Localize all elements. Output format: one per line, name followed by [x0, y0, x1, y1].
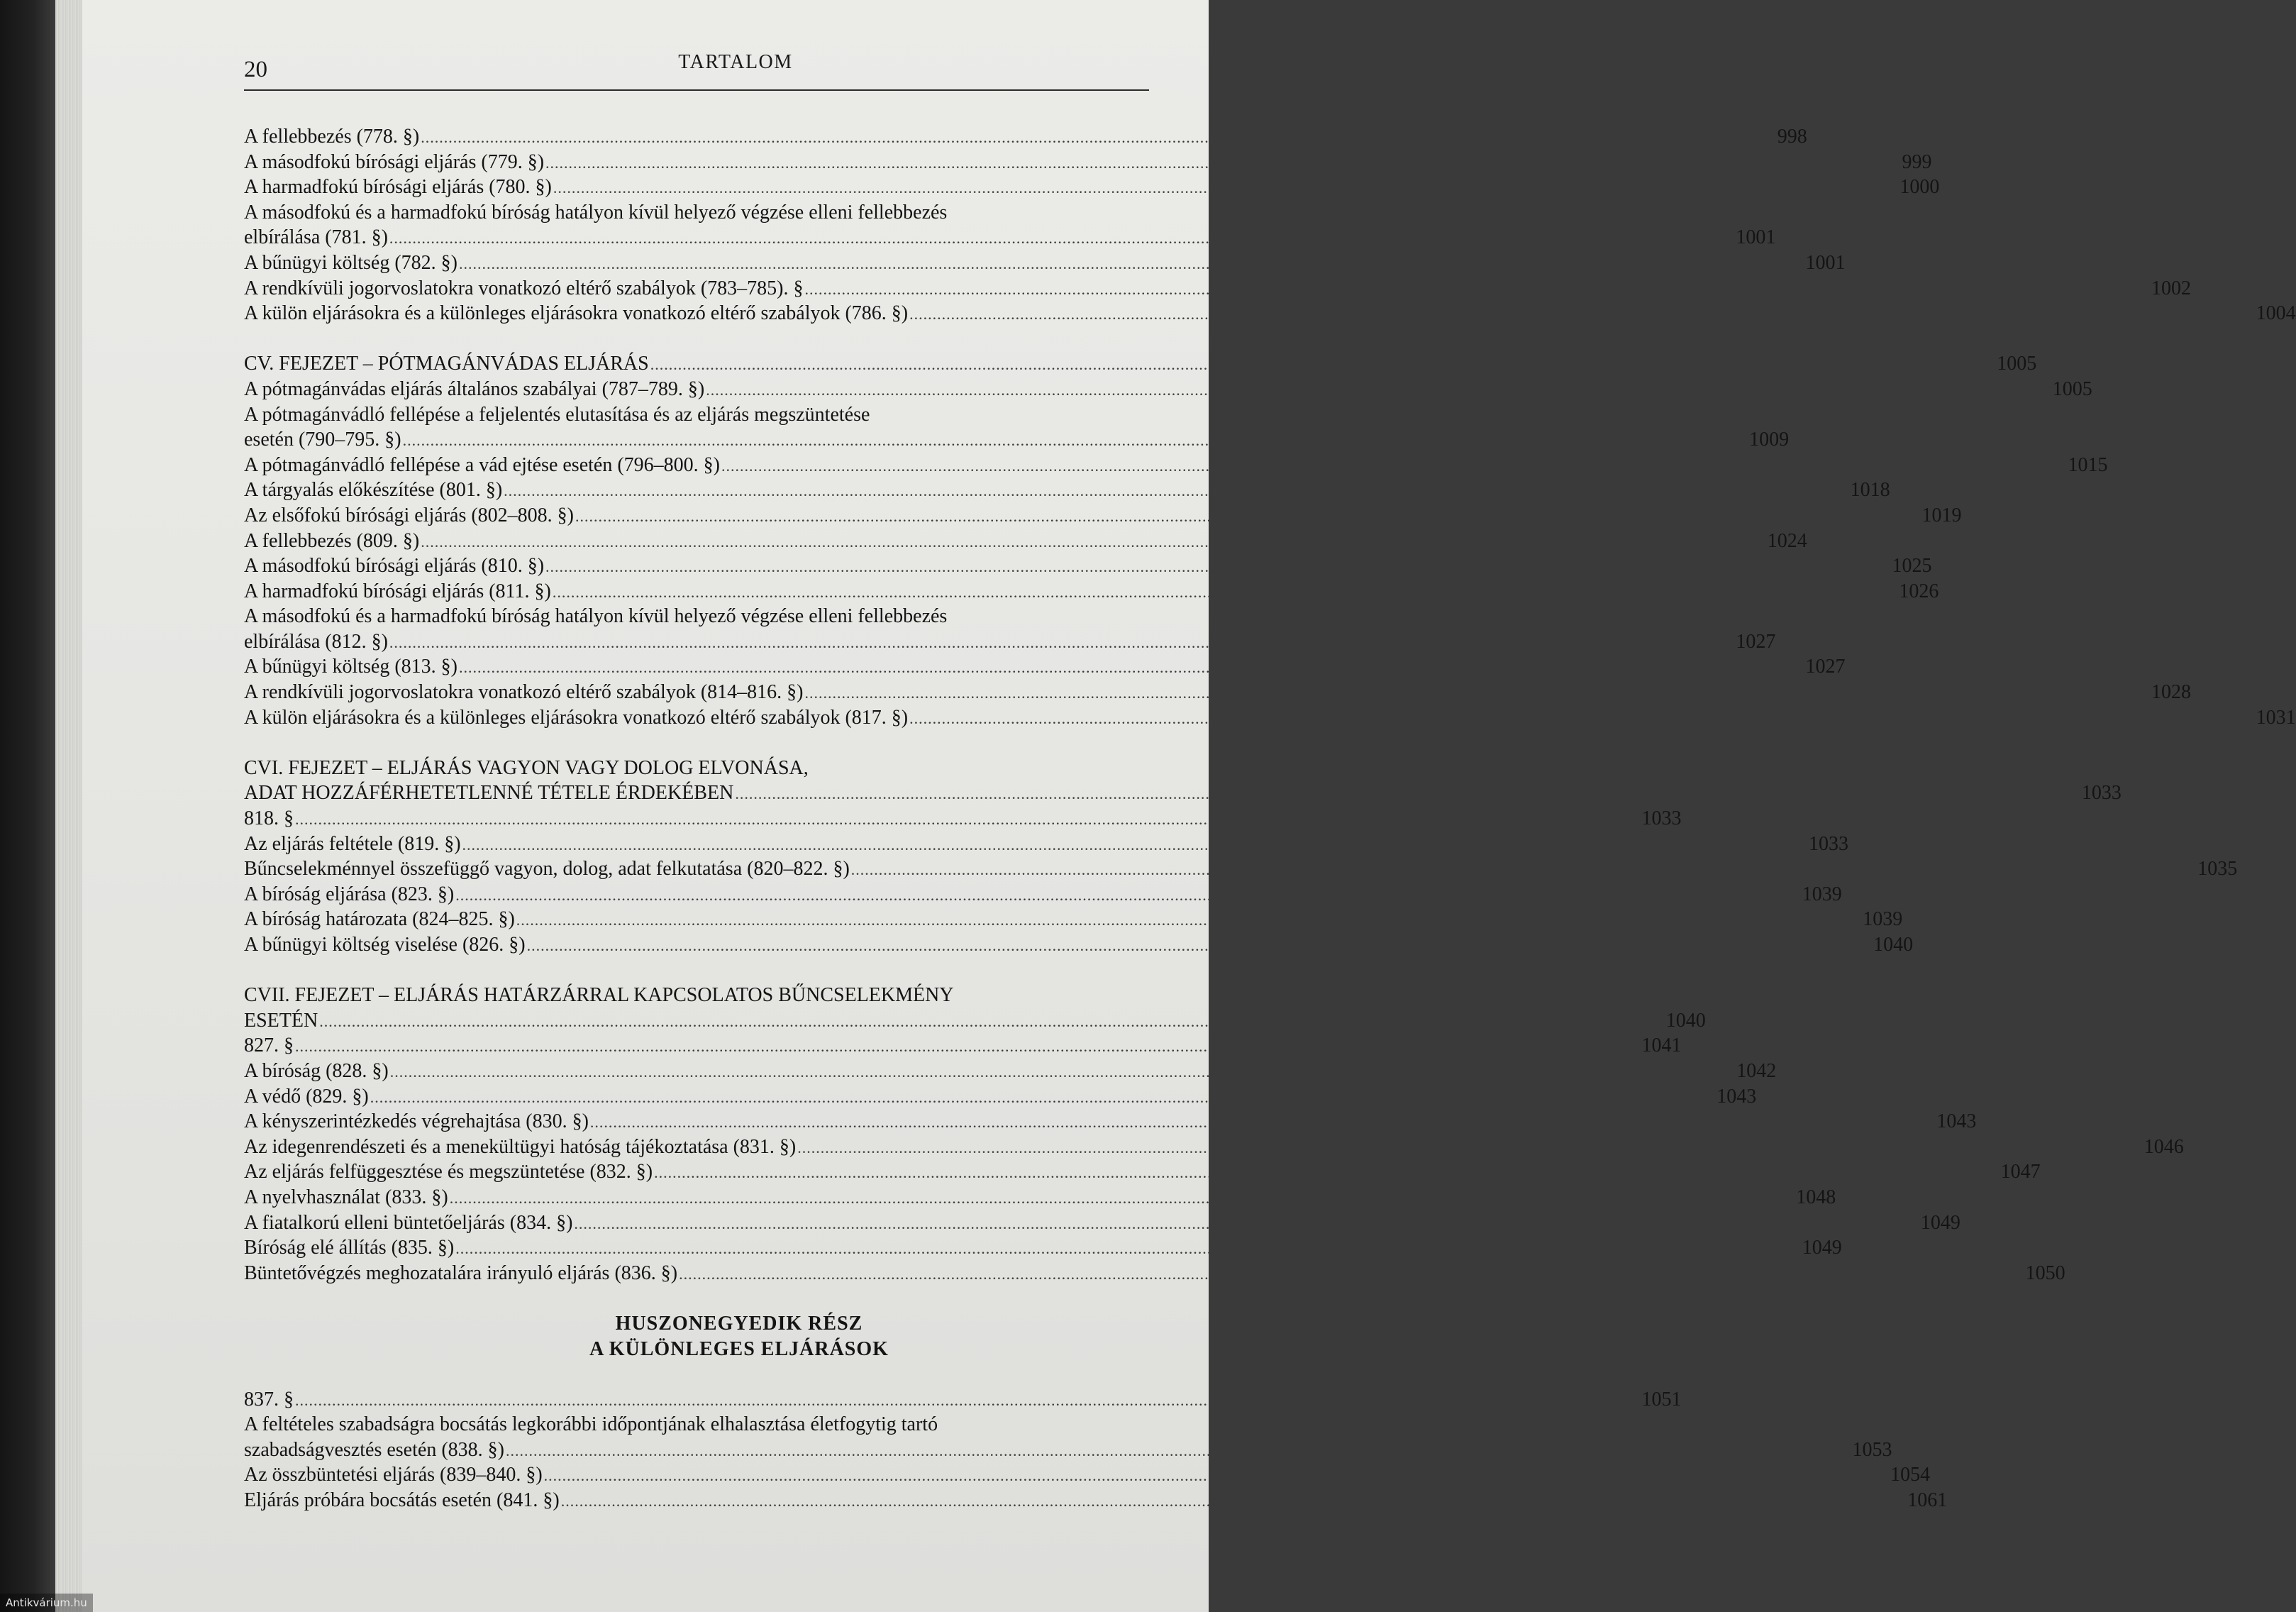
toc-entry-title: 827. § — [244, 1034, 294, 1057]
toc-entry — [244, 477, 1890, 503]
toc-entry-first-line: A másodfokú és a harmadfokú bíróság hatályon kívül helyező végzése elleni fellebbezés — [244, 201, 948, 223]
toc-entry-title: A rendkívüli jogorvoslatokra vonatkozó eltérő szabályok (783–785). § — [244, 277, 804, 299]
toc-entry-title: CV. FEJEZET – PÓTMAGÁNVÁDAS ELJÁRÁS — [244, 353, 649, 375]
toc-page-number: 1027 — [1805, 656, 1846, 678]
toc-entry — [244, 276, 2191, 302]
toc-entry — [244, 377, 2092, 402]
dot-leader: ................................................................................................................................................................................................................................................................................................. — [319, 1012, 1652, 1030]
toc-entry-title: A fiatalkorú elleni büntetőeljárás (834. §) — [244, 1211, 573, 1234]
toc-entry-title: A másodfokú bírósági eljárás (810. §) — [244, 555, 545, 578]
page-number: 20 — [244, 57, 267, 82]
toc-entry — [244, 579, 1939, 604]
dot-leader: ................................................................................................................................................................................................................................................................................................. — [455, 885, 1788, 904]
toc-entry-title: Az eljárás feltétele (819. §) — [244, 832, 461, 855]
dot-leader: ................................................................................................................................................................................................................................................................................................. — [421, 532, 1753, 551]
table-of-contents — [244, 124, 2296, 1513]
toc-entry — [244, 1462, 1931, 1488]
page-edges — [55, 0, 85, 1612]
toc-entry-first-line: A másodfokú és a harmadfokú bíróság hatályon kívül helyező végzése elleni fellebbezés — [244, 605, 948, 628]
toc-entry-title: elbírálása (812. §) — [244, 630, 388, 653]
toc-page-number: 1040 — [1873, 934, 1914, 956]
chapter-heading-cvi — [244, 780, 2122, 806]
toc-entry-title: A harmadfokú bírósági eljárás (811. §) — [244, 580, 551, 602]
part-heading-title: A KÜLÖNLEGES ELJÁRÁSOK — [589, 1337, 889, 1360]
dot-leader: ................................................................................................................................................................................................................................................................................................. — [421, 128, 1753, 146]
toc-entry — [244, 427, 1790, 453]
toc-page-number: 1039 — [1863, 908, 1903, 931]
toc-page-number: 1033 — [1641, 807, 1682, 830]
dot-leader: ................................................................................................................................................................................................................................................................................................. — [909, 305, 2242, 324]
toc-entry — [244, 503, 1962, 529]
toc-entry-title: A harmadfokú bírósági eljárás (780. §) — [244, 176, 552, 199]
chapter-heading-cvii-first-line: CVII. FEJEZET – ELJÁRÁS HATÁRZÁRRAL KAPCSOLATOS BŰNCSELEKMÉNY — [244, 984, 954, 1007]
dot-leader: ................................................................................................................................................................................................................................................................................................. — [654, 1164, 1987, 1182]
toc-entry — [244, 529, 1807, 554]
chapter-heading-cvi-first-line: CVI. FEJEZET – ELJÁRÁS VAGYON VAGY DOLOG ELVONÁSA, — [244, 756, 809, 779]
running-title: TARTALOM — [678, 51, 793, 73]
toc-page-number: 1049 — [1802, 1237, 1842, 1259]
toc-entry-title: ESETÉN — [244, 1009, 318, 1032]
toc-entry — [244, 654, 1846, 680]
toc-entry — [244, 1059, 1777, 1084]
toc-page-number: 1026 — [1899, 580, 1939, 602]
toc-entry — [244, 1185, 1836, 1210]
dot-leader: ................................................................................................................................................................................................................................................................................................. — [526, 937, 1860, 954]
dot-leader: ................................................................................................................................................................................................................................................................................................. — [295, 1037, 1628, 1056]
toc-page-number: 1027 — [1736, 630, 1776, 653]
toc-page-number: 1054 — [1890, 1464, 1931, 1486]
toc-entry-title: A pótmagánvádas eljárás általános szabályai (787–789. §) — [244, 377, 705, 400]
dot-leader: ................................................................................................................................................................................................................................................................................................. — [504, 482, 1836, 500]
section-spacer — [244, 1286, 1149, 1311]
toc-entry — [244, 1159, 2041, 1185]
dot-leader: ................................................................................................................................................................................................................................................................................................. — [909, 709, 2242, 727]
toc-entry — [244, 856, 2238, 882]
dot-leader: ................................................................................................................................................................................................................................................................................................. — [295, 1391, 1628, 1409]
dot-leader: ................................................................................................................................................................................................................................................................................................. — [574, 1214, 1907, 1232]
toc-page-number: 1002 — [2151, 277, 2191, 299]
toc-entry-title: szabadságvesztés esetén (838. §) — [244, 1438, 504, 1461]
book-spine — [0, 0, 55, 1612]
toc-page-number: 1025 — [1892, 555, 1932, 578]
toc-page-number: 1015 — [2068, 453, 2108, 476]
dot-leader: ................................................................................................................................................................................................................................................................................................. — [721, 456, 2054, 475]
dot-leader: ................................................................................................................................................................................................................................................................................................. — [402, 431, 1736, 450]
toc-page-number: 1041 — [1641, 1034, 1682, 1057]
toc-entry-title: A rendkívüli jogorvoslatokra vonatkozó eltérő szabályok (814–816. §) — [244, 681, 804, 704]
toc-entry — [244, 629, 1776, 655]
dot-leader: ................................................................................................................................................................................................................................................................................................. — [505, 1441, 1839, 1459]
toc-entry — [244, 1261, 2065, 1286]
toc-entry — [244, 806, 1682, 832]
dot-leader: ................................................................................................................................................................................................................................................................................................. — [589, 1113, 1923, 1132]
dot-leader: ................................................................................................................................................................................................................................................................................................. — [850, 861, 2184, 879]
toc-page-number: 1043 — [1936, 1110, 1977, 1133]
toc-entry-title: A külön eljárásokra és a különleges eljárásokra vonatkozó eltérő szabályok (817. §) — [244, 706, 909, 729]
dot-leader: ................................................................................................................................................................................................................................................................................................. — [459, 254, 1792, 272]
dot-leader: ................................................................................................................................................................................................................................................................................................. — [389, 1062, 1723, 1081]
toc-entry-title: A bíróság (828. §) — [244, 1059, 389, 1082]
toc-entry — [244, 1387, 1682, 1413]
dot-leader: ................................................................................................................................................................................................................................................................................................. — [804, 280, 2137, 298]
toc-entry — [244, 250, 1846, 276]
toc-entry — [244, 1488, 1948, 1513]
toc-entry — [244, 124, 1807, 150]
dot-leader: ................................................................................................................................................................................................................................................................................................. — [804, 684, 2137, 702]
dot-leader: ................................................................................................................................................................................................................................................................................................. — [553, 179, 1886, 197]
toc-page-number: 1035 — [2197, 858, 2238, 880]
toc-entry — [244, 1084, 1757, 1110]
toc-entry-title: A másodfokú bírósági eljárás (779. §) — [244, 150, 545, 173]
toc-entry — [244, 907, 1903, 932]
toc-page-number: 1039 — [1802, 883, 1842, 905]
toc-page-number: 1051 — [1641, 1388, 1682, 1410]
chapter-heading-cvii — [244, 1008, 1706, 1034]
toc-entry-first-line: A pótmagánvádló fellépése a feljelentés elutasítása és az eljárás megszüntetése — [244, 403, 870, 426]
toc-page-number: 1001 — [1805, 251, 1846, 274]
toc-page-number: 1031 — [2256, 706, 2296, 729]
dot-leader: ................................................................................................................................................................................................................................................................................................. — [455, 1240, 1788, 1258]
dot-leader: ................................................................................................................................................................................................................................................................................................. — [706, 380, 2039, 399]
dot-leader: ................................................................................................................................................................................................................................................................................................. — [295, 810, 1628, 829]
toc-entry-title: Eljárás próbára bocsátás esetén (841. §) — [244, 1489, 560, 1512]
toc-page-number: 1018 — [1850, 479, 1890, 502]
dot-leader: ................................................................................................................................................................................................................................................................................................. — [459, 658, 1792, 677]
toc-entry-title: Bíróság elé állítás (835. §) — [244, 1237, 455, 1259]
watermark: Antikvárium.hu — [0, 1594, 93, 1612]
toc-entry — [244, 882, 1842, 907]
toc-entry-title: elbírálása (781. §) — [244, 226, 388, 249]
toc-page-number: 1061 — [1907, 1489, 1948, 1512]
toc-entry-title: Az elsőfokú bírósági eljárás (802–808. §) — [244, 504, 574, 526]
dot-leader: ................................................................................................................................................................................................................................................................................................. — [516, 911, 1849, 929]
toc-page-number: 1009 — [1749, 429, 1790, 451]
dot-leader: ................................................................................................................................................................................................................................................................................................. — [679, 1264, 2012, 1283]
chapter-heading-cv — [244, 351, 2037, 377]
toc-entry-title: A bűnügyi költség (782. §) — [244, 251, 457, 274]
dot-leader: ................................................................................................................................................................................................................................................................................................. — [545, 153, 1878, 172]
toc-entry — [244, 453, 2108, 478]
dot-leader: ................................................................................................................................................................................................................................................................................................. — [449, 1188, 1782, 1207]
dot-leader: ................................................................................................................................................................................................................................................................................................. — [389, 229, 1722, 248]
section-spacer — [244, 730, 1149, 756]
toc-entry — [244, 1033, 1682, 1059]
toc-entry-title: Az eljárás felfüggesztése és megszüntetése (832. §) — [244, 1161, 653, 1183]
toc-entry-title: Az összbüntetési eljárás (839–840. §) — [244, 1464, 543, 1486]
toc-entry-title: A védő (829. §) — [244, 1085, 369, 1108]
toc-page-number: 1028 — [2151, 681, 2191, 704]
toc-page-number: 1046 — [2144, 1135, 2184, 1158]
toc-entry — [244, 680, 2191, 705]
toc-entry-title: A bűnügyi költség viselése (826. §) — [244, 934, 526, 956]
toc-entry — [244, 832, 1849, 857]
toc-entry-title: A nyelvhasználat (833. §) — [244, 1186, 448, 1208]
toc-page-number: 1047 — [2000, 1161, 2041, 1183]
part-heading-number: HUSZONEGYEDIK RÉSZ — [615, 1312, 863, 1335]
dot-leader: ................................................................................................................................................................................................................................................................................................. — [735, 785, 2068, 803]
toc-page-number: 1048 — [1796, 1186, 1836, 1208]
toc-page-number: 999 — [1902, 150, 1932, 173]
toc-entry — [244, 175, 1940, 200]
toc-entry-title: A tárgyalás előkészítése (801. §) — [244, 479, 503, 502]
section-spacer — [244, 1362, 1149, 1387]
dot-leader: ................................................................................................................................................................................................................................................................................................. — [797, 1138, 2130, 1156]
toc-entry — [244, 1235, 1842, 1261]
toc-page-number: 1042 — [1736, 1059, 1777, 1082]
dot-leader: ................................................................................................................................................................................................................................................................................................. — [552, 583, 1885, 601]
dot-leader: ................................................................................................................................................................................................................................................................................................. — [560, 1492, 1894, 1511]
dot-leader: ................................................................................................................................................................................................................................................................................................. — [389, 633, 1722, 651]
toc-page-number: 1040 — [1665, 1009, 1706, 1032]
toc-entry-title: A kényszerintézkedés végrehajtása (830. §) — [244, 1110, 589, 1133]
dot-leader: ................................................................................................................................................................................................................................................................................................. — [370, 1088, 1703, 1106]
toc-page-number: 1024 — [1767, 529, 1807, 552]
toc-entry — [244, 1437, 1892, 1463]
dot-leader: ................................................................................................................................................................................................................................................................................................. — [543, 1467, 1877, 1485]
toc-entry — [244, 301, 2296, 326]
dot-leader: ................................................................................................................................................................................................................................................................................................. — [545, 558, 1878, 576]
toc-entry-title: 837. § — [244, 1388, 294, 1410]
toc-entry-title: Bűncselekménnyel összefüggő vagyon, dolog, adat felkutatása (820–822. §) — [244, 858, 850, 880]
toc-page-number: 998 — [1777, 126, 1807, 148]
toc-entry-title: Büntetővégzés meghozatalára irányuló eljárás (836. §) — [244, 1262, 678, 1284]
toc-entry-title: A fellebbezés (809. §) — [244, 529, 420, 552]
toc-entry-title: A bíróság határozata (824–825. §) — [244, 908, 515, 931]
toc-entry-first-line: A feltételes szabadságra bocsátás legkorábbi időpontjának elhalasztása életfogytig tartó — [244, 1413, 938, 1436]
toc-page-number: 1043 — [1717, 1085, 1757, 1108]
toc-entry-title: A bíróság eljárása (823. §) — [244, 883, 455, 905]
section-spacer — [244, 326, 1149, 352]
toc-entry — [244, 1210, 1961, 1236]
toc-page-number: 1001 — [1736, 226, 1776, 249]
toc-page-number: 1004 — [2256, 302, 2296, 325]
toc-entry — [244, 553, 1932, 579]
toc-page-number: 1049 — [1920, 1211, 1961, 1234]
toc-page-number: 1019 — [1921, 504, 1962, 526]
toc-page-number: 1053 — [1852, 1438, 1892, 1461]
toc-entry — [244, 932, 1914, 958]
toc-entry-title: 818. § — [244, 807, 294, 830]
toc-entry-title: esetén (790–795. §) — [244, 429, 401, 451]
toc-entry — [244, 1135, 2184, 1160]
toc-entry-title: ADAT HOZZÁFÉRHETETLENNÉ TÉTELE ÉRDEKÉBEN — [244, 782, 734, 805]
dot-leader: ................................................................................................................................................................................................................................................................................................. — [575, 507, 1908, 525]
toc-entry-title: A pótmagánvádló fellépése a vád ejtése esetén (796–800. §) — [244, 453, 720, 476]
toc-page-number: 1033 — [1809, 832, 1849, 855]
toc-entry-title: A fellebbezés (778. §) — [244, 126, 420, 148]
toc-entry — [244, 705, 2296, 731]
toc-entry — [244, 225, 1776, 250]
toc-page-number: 1005 — [2052, 377, 2092, 400]
toc-page-number: 1050 — [2025, 1262, 2065, 1284]
header-rule — [244, 89, 1149, 91]
toc-page-number: 1005 — [1997, 353, 2037, 375]
toc-entry-title: A külön eljárásokra és a különleges eljárásokra vonatkozó eltérő szabályok (786. §) — [244, 302, 909, 325]
toc-page-number: 1033 — [2081, 782, 2122, 805]
toc-entry-title: A bűnügyi költség (813. §) — [244, 656, 457, 678]
toc-page-number: 1000 — [1900, 176, 1940, 199]
dot-leader: ................................................................................................................................................................................................................................................................................................. — [462, 835, 1795, 854]
toc-entry — [244, 1109, 1977, 1135]
toc-entry-title: Az idegenrendészeti és a menekültügyi hatóság tájékoztatása (831. §) — [244, 1135, 797, 1158]
toc-entry — [244, 150, 1932, 175]
page-header — [244, 47, 1149, 96]
section-spacer — [244, 958, 1149, 983]
dot-leader: ................................................................................................................................................................................................................................................................................................. — [650, 355, 1983, 374]
